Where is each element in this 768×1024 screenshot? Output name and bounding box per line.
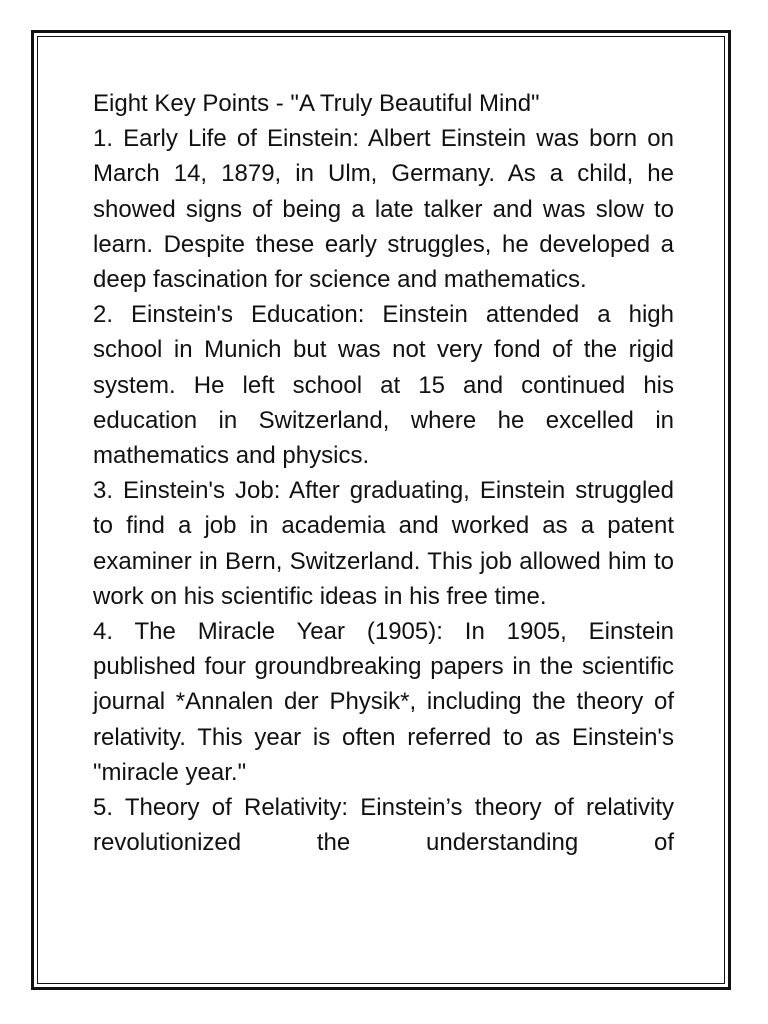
paragraph-job: 3. Einstein's Job: After graduating, Einstein struggled to find a job in academia and worked as a patent examiner in Bern, Switzerland. This job allowed him to work on his scientific ideas in his free time. [93,477,674,610]
paragraph-miracle-year: 4. The Miracle Year (1905): In 1905, Einstein published four groundbreaking papers in the scientific journal *Annalen der Physik*, including the theory of relativity. This year is often referred to as Einstein's "miracle year." [93,618,674,786]
document-title: Eight Key Points - "A Truly Beautiful Mind" [93,90,540,117]
paragraph-early-life: 1. Early Life of Einstein: Albert Einstein was born on March 14, 1879, in Ulm, Germany. As a child, he showed signs of being a late talker and was slow to learn. Despite these early struggles, he developed a deep fascination for science and mathematics. [93,125,674,294]
paragraph-relativity: 5. Theory of Relativity: Einstein’s theory of relativity revolutionized the understanding of [93,794,674,857]
document-body [93,86,674,860]
paragraph-education: 2. Einstein's Education: Einstein attended a high school in Munich but was not very fond of the rigid system. He left school at 15 and continued his education in Switzerland, where he excelled in mathematics and physics. [93,301,674,470]
